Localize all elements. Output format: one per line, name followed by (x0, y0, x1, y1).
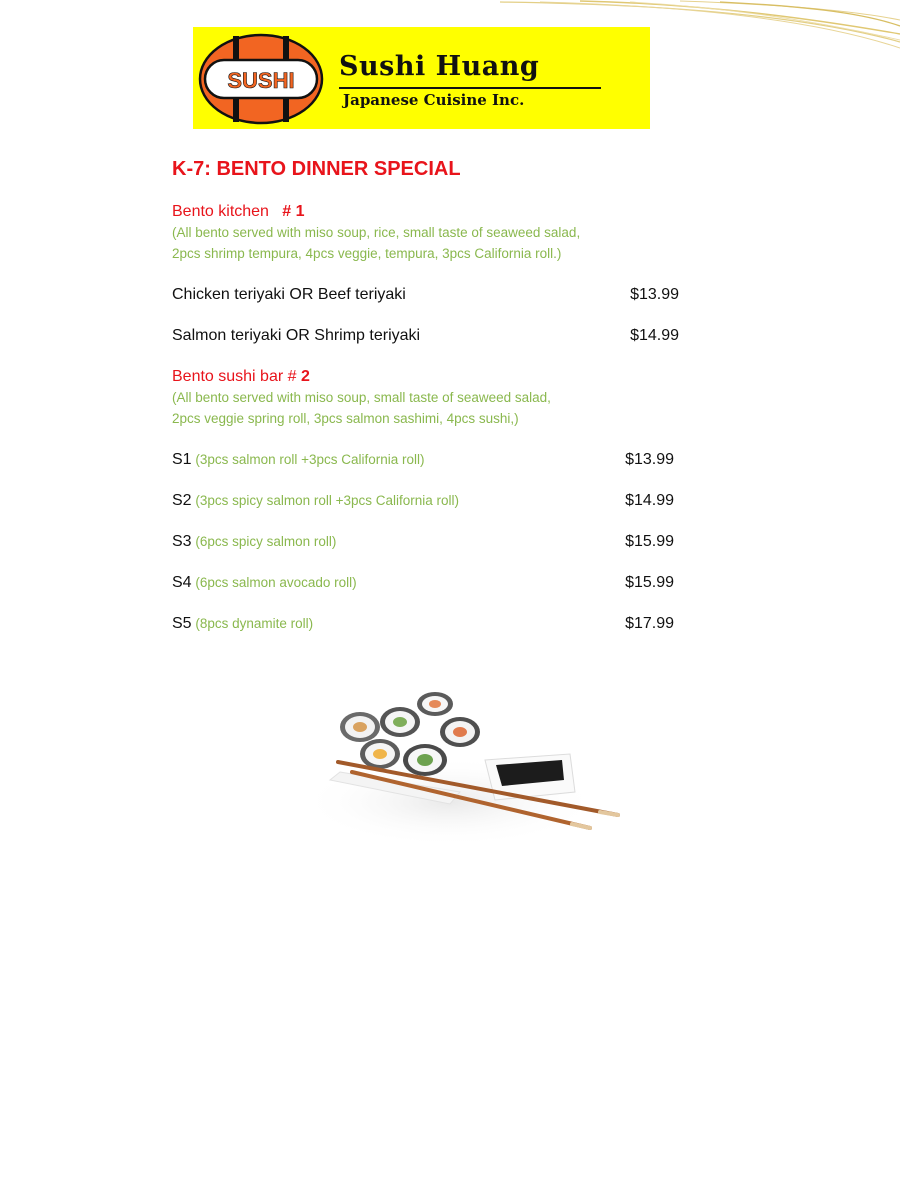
sushi-photo (300, 682, 630, 852)
menu-item-s4 (172, 573, 357, 592)
sushi-roll-icon (380, 707, 420, 737)
section-heading-bento-kitchen (172, 202, 305, 221)
menu-item-code: S1 (172, 451, 192, 468)
menu-item-code: S5 (172, 615, 192, 632)
logo-name: Sushi Huang (339, 51, 540, 82)
sushi-roll-icon (403, 744, 447, 776)
menu-item-description: (8pcs dynamite roll) (191, 616, 314, 631)
menu-item-description: (6pcs salmon avocado roll) (191, 575, 357, 590)
menu-item-code: S2 (172, 492, 192, 509)
menu-item-s5 (172, 614, 313, 633)
menu-item-name: Chicken teriyaki OR Beef teriyaki (172, 286, 406, 303)
sushi-roll-icon (417, 692, 453, 716)
menu-item-price: $15.99 (625, 574, 674, 591)
menu-item-price: $14.99 (625, 492, 674, 509)
menu-item-name: Salmon teriyaki OR Shrimp teriyaki (172, 327, 421, 344)
section-heading-label: Bento kitchen (172, 203, 269, 220)
section-heading-bento-sushi-bar (172, 367, 310, 386)
logo-subtitle: Japanese Cuisine Inc. (343, 91, 525, 109)
page-title: K-7: BENTO DINNER SPECIAL (172, 158, 461, 180)
sushi-roll-icon (360, 739, 400, 769)
menu-item-s2 (172, 491, 459, 510)
menu-item-code: S3 (172, 533, 192, 550)
menu-item-s1 (172, 450, 425, 469)
menu-item-price: $15.99 (625, 533, 674, 550)
section-note-line-2: 2pcs shrimp tempura, 4pcs veggie, tempura, 3pcs California roll.) (172, 246, 562, 261)
menu-item-price: $14.99 (630, 327, 679, 344)
sushi-roll-icon (440, 717, 480, 747)
seal-text: SUSHI (227, 68, 295, 93)
menu-item-description: (6pcs spicy salmon roll) (191, 534, 337, 549)
menu-item-price: $17.99 (625, 615, 674, 632)
section-heading-number: 2 (300, 368, 310, 385)
section-note-line-2: 2pcs veggie spring roll, 3pcs salmon sashimi, 4pcs sushi,) (172, 411, 519, 426)
menu-item-price: $13.99 (630, 286, 679, 303)
menu-item-price: $13.99 (625, 451, 674, 468)
menu-item-description: (3pcs salmon roll +3pcs California roll) (191, 452, 425, 467)
section-heading-label: Bento sushi bar # (172, 368, 301, 385)
restaurant-logo (193, 27, 650, 129)
sushi-roll-icon (340, 712, 380, 742)
menu-item-s3 (172, 532, 336, 551)
sushi-seal-icon (197, 33, 325, 125)
menu-item-description: (3pcs spicy salmon roll +3pcs California roll) (191, 493, 460, 508)
section-note-line-1: (All bento served with miso soup, rice, small taste of seaweed salad, (172, 225, 581, 240)
section-heading-number: # 1 (282, 203, 305, 220)
section-note-line-1: (All bento served with miso soup, small taste of seaweed salad, (172, 390, 551, 405)
logo-divider (339, 87, 601, 89)
menu-item-code: S4 (172, 574, 192, 591)
